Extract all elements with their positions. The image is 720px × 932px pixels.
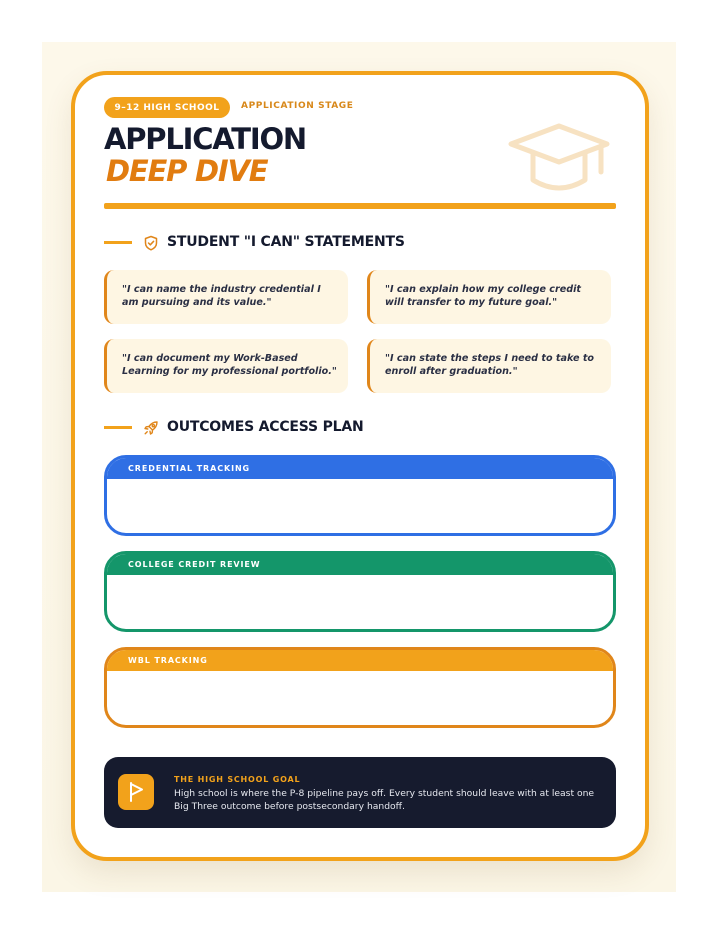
box-header: WBL TRACKING [107,650,613,671]
flag-icon [118,774,154,810]
i-can-statement: "I can name the industry credential I am pursuing and its value." [104,270,348,324]
box-header: CREDENTIAL TRACKING [107,458,613,479]
outcomes-heading: OUTCOMES ACCESS PLAN [167,419,364,435]
college-credit-review-box[interactable] [104,551,616,632]
section-accent-bar [104,426,132,429]
section-accent-bar [104,241,132,244]
graduation-cap-icon [505,118,613,198]
stage-label: APPLICATION STAGE [241,101,354,111]
page-title-line2: DEEP DIVE [106,154,268,188]
box-header: COLLEGE CREDIT REVIEW [107,554,613,575]
shield-check-icon [143,235,159,251]
flag-icon-tile [118,774,154,810]
grade-badge: 9–12 HIGH SCHOOL [104,97,230,118]
i-can-statement: "I can document my Work-Based Learning for my professional portfolio." [104,339,348,393]
wbl-tracking-box[interactable] [104,647,616,728]
goal-title: THE HIGH SCHOOL GOAL [174,775,301,784]
goal-callout [104,757,616,828]
header-divider [104,203,616,209]
i-can-statement: "I can state the steps I need to take to enroll after graduation." [367,339,611,393]
i-can-statement: "I can explain how my college credit will transfer to my future goal." [367,270,611,324]
statements-heading: STUDENT "I CAN" STATEMENTS [167,234,405,250]
credential-tracking-box[interactable] [104,455,616,536]
page-title-line1: APPLICATION [104,122,306,156]
rocket-icon [143,420,159,436]
goal-text: High school is where the P-8 pipeline pays off. Every student should leave with at least one Big Three outcome before postsecondary handoff. [174,788,595,812]
